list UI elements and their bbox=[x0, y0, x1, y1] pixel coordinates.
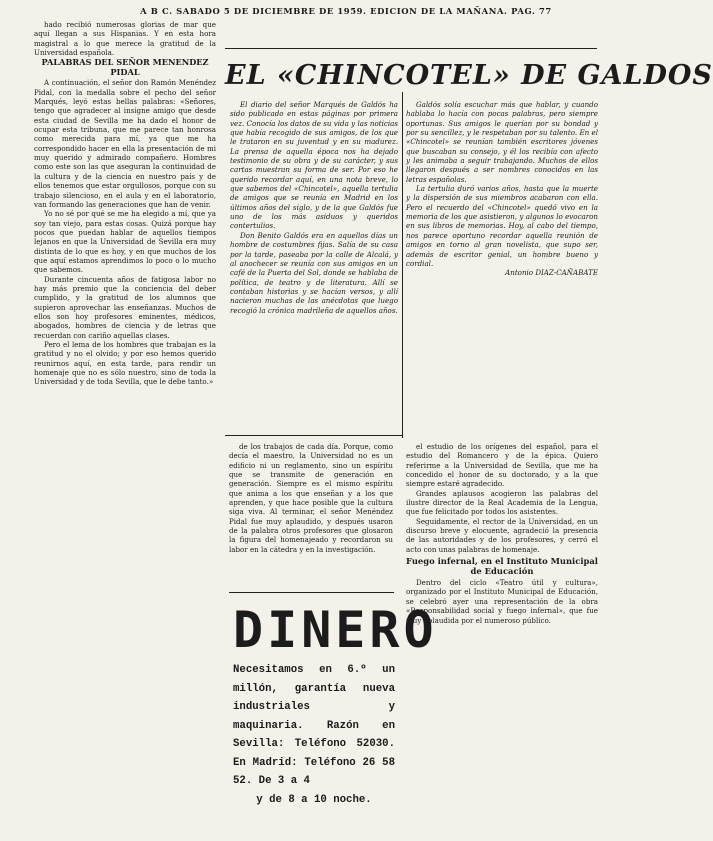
article-paragraph: Durante cincuenta años de fatigosa labor no hay más premio que la conciencia del deber cumplido, y la gratitud de los alumnos que supieron aprovechar las enseñanzas. Muchos de ellos son hoy profesores eminentes, médicos, abogados, hombres de ciencia y de letras que recuerdan con cariño aquellas clases. bbox=[34, 274, 216, 340]
article-paragraph: hado recibió numerosas glorias de mar que aquí llegan a sus Hispanias. Y en esta hora magistral a lo que merece la gratitud de la Universidad española. bbox=[34, 20, 216, 58]
article-paragraph: A continuación, el señor don Ramón Menéndez Pidal, con la medalla sobre el pecho del señor Marqués, leyó estas bellas palabras: «Señores, tengo que agradecer al insigne amigo que desde esta ciudad de Sevilla me ha dado el honor de ocupar esta tribuna, que me parece tan honrosa como merecida para mí, ya que me ha correspondido hacer en ella la presentación de mi muy querido y admirado compañero. Hombres como este son las que aseguran la continuidad de la cultura y de la ciencia en nuestro país y de ellos tenemos que estar orgullosos, porque con su trabajo silencioso, en el aula y en el laboratorio, van formando las generaciones que han de venir. bbox=[34, 78, 216, 209]
feature-column-a bbox=[230, 100, 398, 435]
feature-title: EL «CHINCOTEL» DE GALDOS bbox=[225, 60, 713, 91]
classified-ad bbox=[229, 592, 438, 833]
section-subheading: PALABRAS DEL SEÑOR MENENDEZ PIDAL bbox=[41, 57, 209, 77]
column-center-lower bbox=[229, 442, 393, 584]
article-paragraph: Yo no sé por qué se me ha elegido a mí, que ya soy tan viejo, para estas cosas. Quizá porque hay pocos que puedan hablar de aquellos tiempos lejanos en que la Universidad de Sevilla era muy distinta de lo que es hoy, y en que muchos de los que aquí estamos aprendimos lo poco o lo mucho que sabemos. bbox=[34, 209, 216, 275]
feature-signature: Antonio DIAZ-CAÑABATE bbox=[505, 268, 598, 278]
ad-title: DINERO bbox=[233, 601, 438, 659]
column-right-lower bbox=[406, 442, 598, 832]
article-paragraph: Dentro del ciclo «Teatro útil y cultura», organizado por el Instituto Municipal de Educación, se celebró ayer una representación de la obra «Responsabilidad social y fuego infernal», que fue muy aplaudida por el numeroso público. bbox=[406, 578, 598, 625]
article-paragraph: Pero el lema de los hombres que trabajan es la gratitud y no el olvido; y por eso hemos querido reunirnos aquí, en esta tarde, para rendir un homenaje que no es sólo nuestro, sino de toda la Universidad y de toda Sevilla, que le debe tanto.» bbox=[34, 340, 216, 387]
page-header: A B C. SABADO 5 DE DICIEMBRE DE 1959. EDICION DE LA MAÑANA. PAG. 77 bbox=[140, 6, 552, 16]
ad-hours: y de 8 a 10 noche. bbox=[256, 793, 372, 806]
feature-paragraph: Don Benito Galdós era en aquellos días un hombre de costumbres fijas. Salía de su casa por la tarde, paseaba por la calle de Alcalá, y al anochecer se reunía con sus amigos en un café de la Puerta del Sol, donde se hablaba de política, de teatro y de literatura. Allí se contaban historias y se hacían versos, y allí nacieron muchas de las anécdotas que luego recogió la crónica madrileña de aquellos años. bbox=[230, 230, 398, 315]
column-left bbox=[34, 20, 216, 820]
feature-paragraph: El diario del señor Marqués de Galdós ha sido publicado en estas páginas por primera vez. Conocía los datos de su vida y las noticias que había recogido de sus amigos, de los que le trataron en su juventud y en su madurez. La prensa de aquella época nos ha dejado testimonio de su obra y de su carácter, y sus cartas muestran su forma de ser. Por eso he querido recordar aquí, en una nota breve, lo que sabemos del «Chincotel», aquella tertulia de amigos que se reunía en Madrid en los últimos años del siglo, y de la que Galdós fue uno de los más asiduos y queridos contertulios. bbox=[230, 100, 398, 231]
article-paragraph: Grandes aplausos acogieron las palabras del ilustre director de la Real Academia de la Lengua, que fue felicitado por todos los asistentes. bbox=[406, 488, 598, 517]
section-subheading: Fuego infernal, en el Instituto Municipal de Educación bbox=[406, 556, 598, 577]
feature-paragraph: La tertulia duró varios años, hasta que la muerte y la dispersión de sus miembros acabaron con ella. Pero el recuerdo del «Chincotel» quedó vivo en la memoria de los que asistieron, y algunos lo evocaron en sus libros de memorias. Hoy, al cabo del tiempo, nos parece oportuno recordar aquella reunión de amigos en torno al gran novelista, que supo ser, además de escritor genial, un hombre bueno y cordial. bbox=[406, 184, 598, 268]
divider bbox=[225, 435, 402, 436]
feature-paragraph: Galdós solía escuchar más que hablar, y cuando hablaba lo hacía con pocas palabras, pero siempre oportunas. Sus amigos le querían por su bondad y por su sencillez, y le respetaban por su talento. En el «Chincotel» se reunían también escritores jóvenes que buscaban su consejo, y él los recibía con afecto y les animaba a seguir trabajando. Muchos de ellos llegaron después a ser nombres conocidos en las letras españolas. bbox=[406, 100, 598, 184]
feature-column-b bbox=[406, 100, 598, 440]
article-paragraph: el estudio de los orígenes del español, para el estudio del Romancero y de la épica. Quiero referirme a la Universidad de Sevilla, que me ha concedido el honor de su doctorado, y a la que siempre estaré agradecido. bbox=[406, 442, 598, 489]
article-paragraph: Seguidamente, el rector de la Universidad, en un discurso breve y elocuente, agradeció la presencia de las autoridades y de los profesores, y cerró el acto con unas palabras de homenaje. bbox=[406, 516, 598, 554]
ad-body bbox=[229, 661, 395, 809]
article-paragraph: de los trabajos de cada día. Porque, como decía el maestro, la Universidad no es un edificio ni un reglamento, sino un espíritu que se transmite de generación en generación. Siempre es el mismo espíritu que anima a los que enseñan y a los que aprenden, y que hace posible que la cultura siga viva. Al terminar, el señor Menéndez Pidal fue muy aplaudido, y después usaron de la palabra otros profesores que glosaron la figura del homenajeado y recordaron su labor en la cátedra y en la investigación. bbox=[229, 442, 393, 554]
column-divider bbox=[402, 92, 403, 438]
divider bbox=[225, 48, 597, 49]
ad-text: Necesitamos en 6.º un millón, garantía nueva industriales y maquinaria. Razón en Sevilla: Teléfono 52030. En Madrid: Teléfono 26 58 52. De 3 a 4 bbox=[233, 664, 395, 787]
